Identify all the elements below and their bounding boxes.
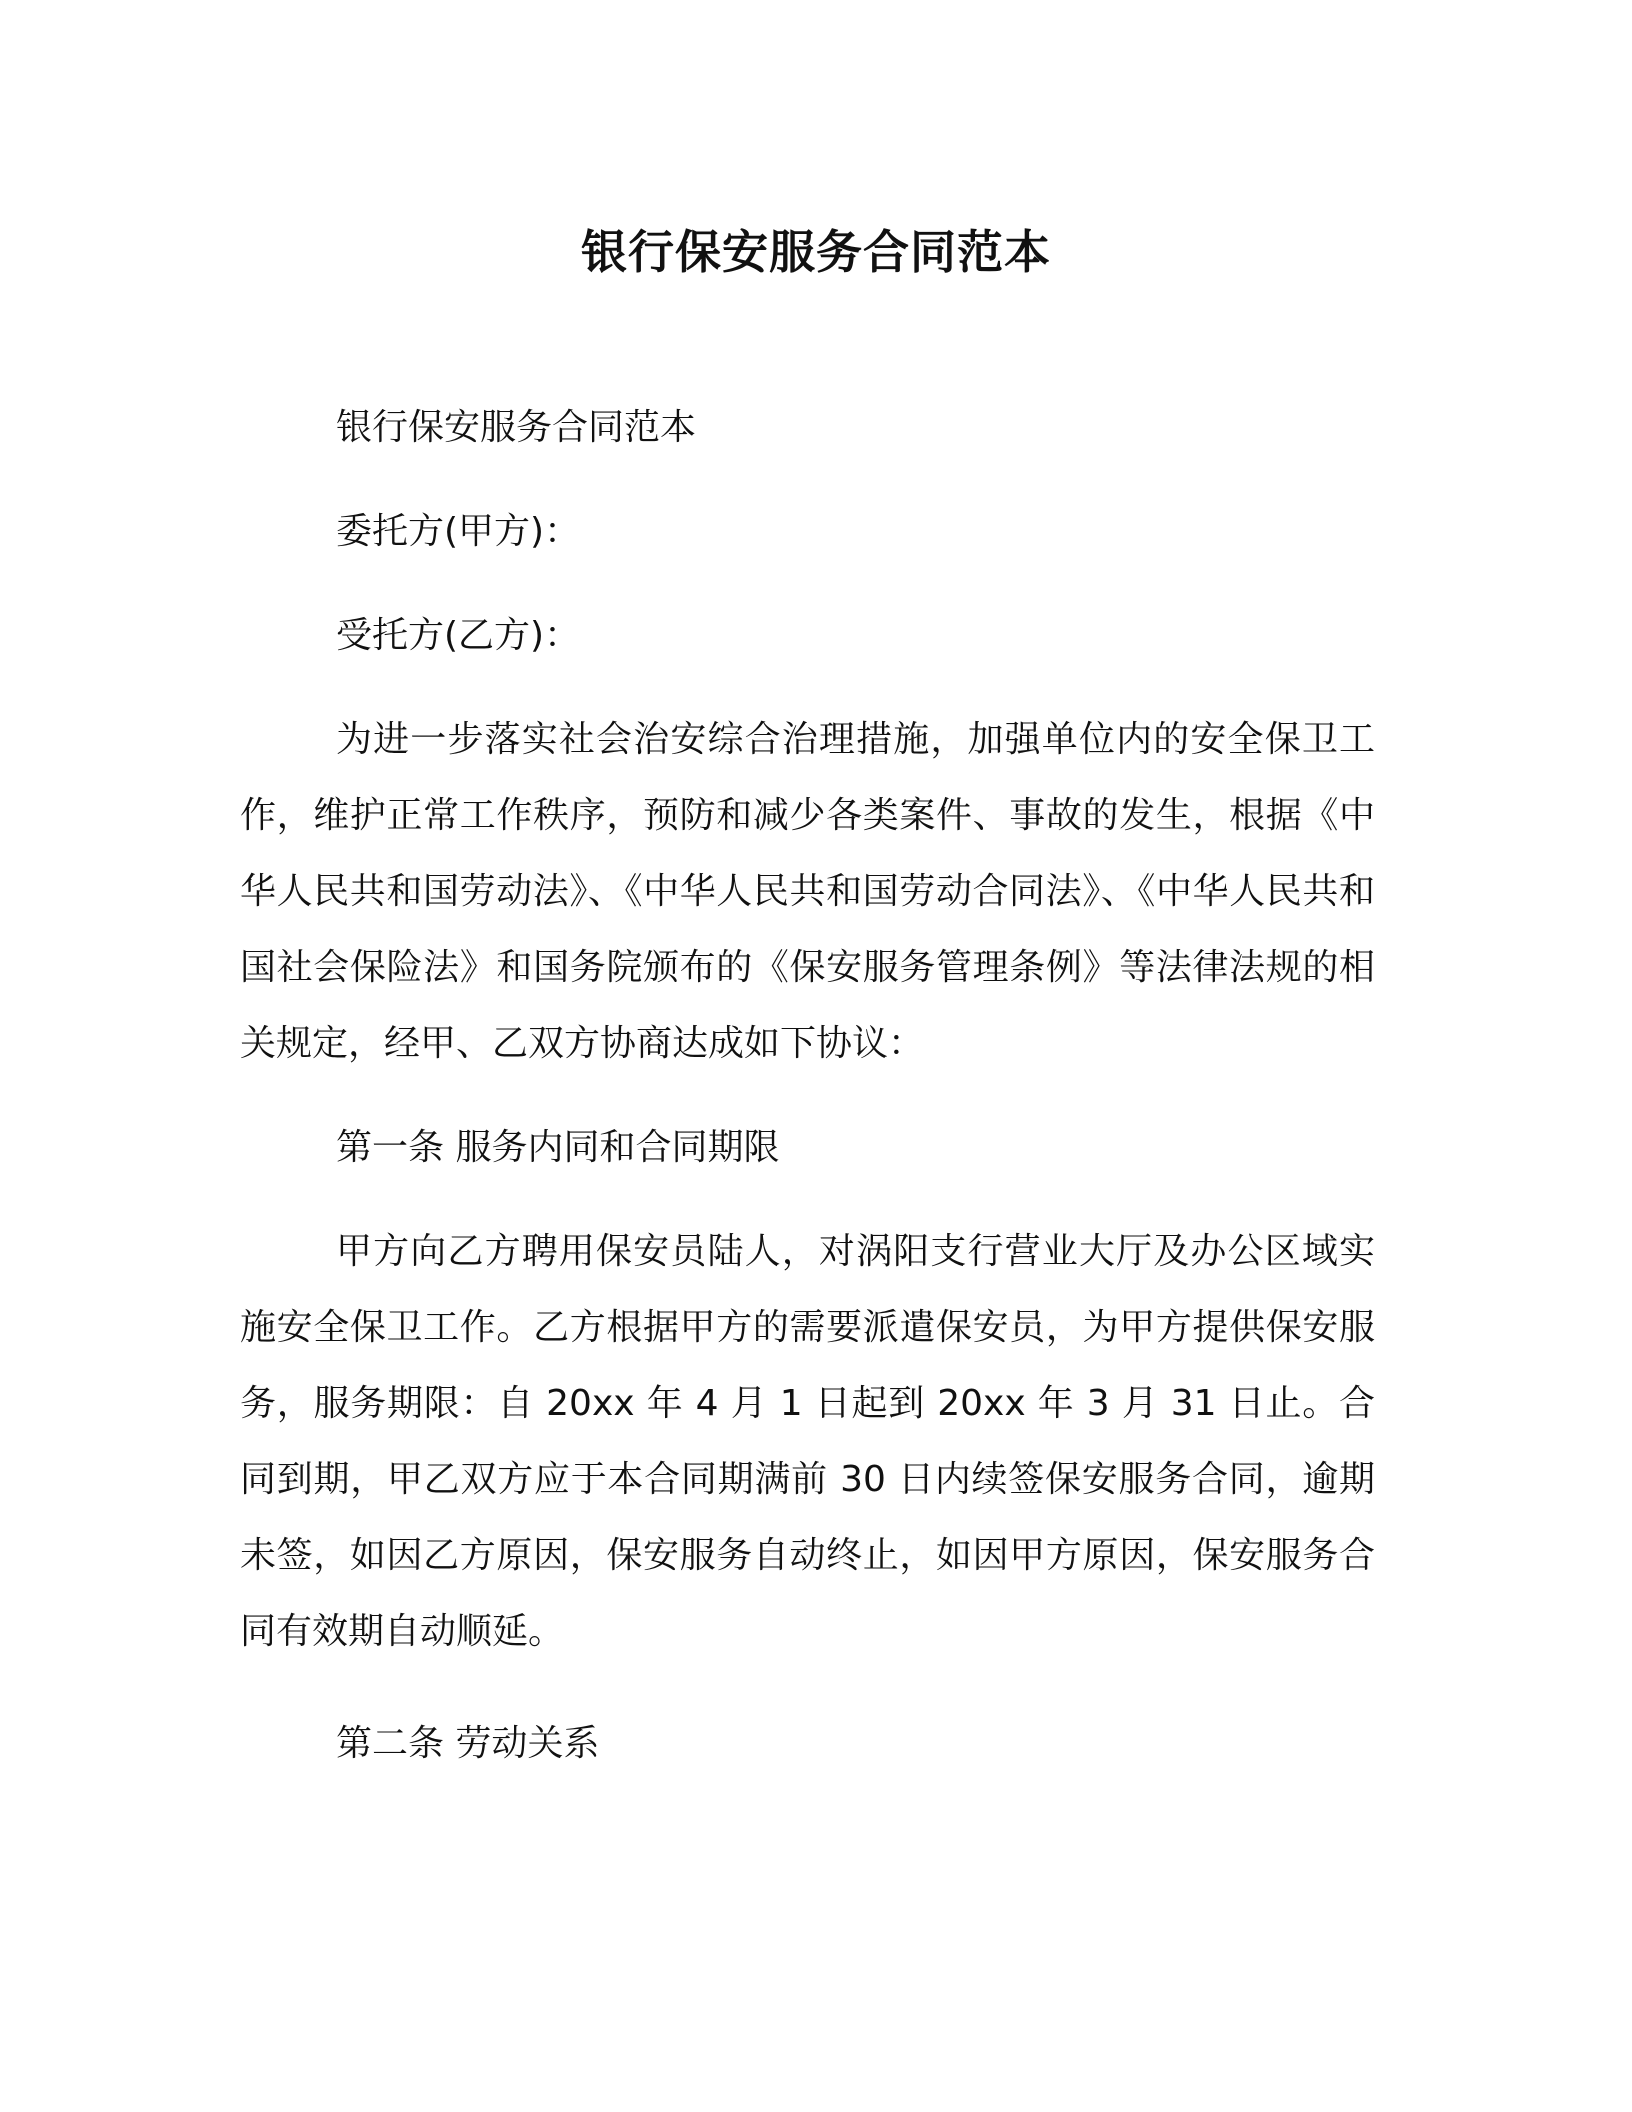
party-a-line: 委托方(甲方)： <box>336 511 581 552</box>
party-b-line: 受托方(乙方)： <box>336 615 581 656</box>
article-2-heading: 第二条 劳动关系 <box>336 1723 600 1764</box>
intro-paragraph: 为进一步落实社会治安综合治理措施，加强单位内的安全保卫工作，维护正常工作秩序，预防和减少各类案件、事故的发生，根据《中华人民共和国劳动法》、《中华人民共和国劳动合同法》、《中华人民共和国社会保险法》和国务院颁布的《保安服务管理条例》等法律法规的相关规定，经甲、乙双方协商达成如下协议： <box>240 719 1375 1064</box>
document-body <box>240 390 1375 1782</box>
article-1-paragraph: 甲方向乙方聘用保安员陆人，对涡阳支行营业大厅及办公区域实施安全保卫工作。乙方根据甲方的需要派遣保安员，为甲方提供保安服务，服务期限：自 20xx 年 4 月 1 日起到 20xx 年 3 月 31 日止。合同到期，甲乙双方应于本合同期满前 30 日内续签保安服务合同，逾期未签，如因乙方原因，保安服务自动终止，如因甲方原因，保安服务合同有效期自动顺延。 <box>240 1231 1375 1652</box>
article-1-heading: 第一条 服务内同和合同期限 <box>336 1127 780 1168</box>
document-title: 银行保安服务合同范本 <box>581 225 1051 279</box>
subtitle-line: 银行保安服务合同范本 <box>336 407 697 448</box>
